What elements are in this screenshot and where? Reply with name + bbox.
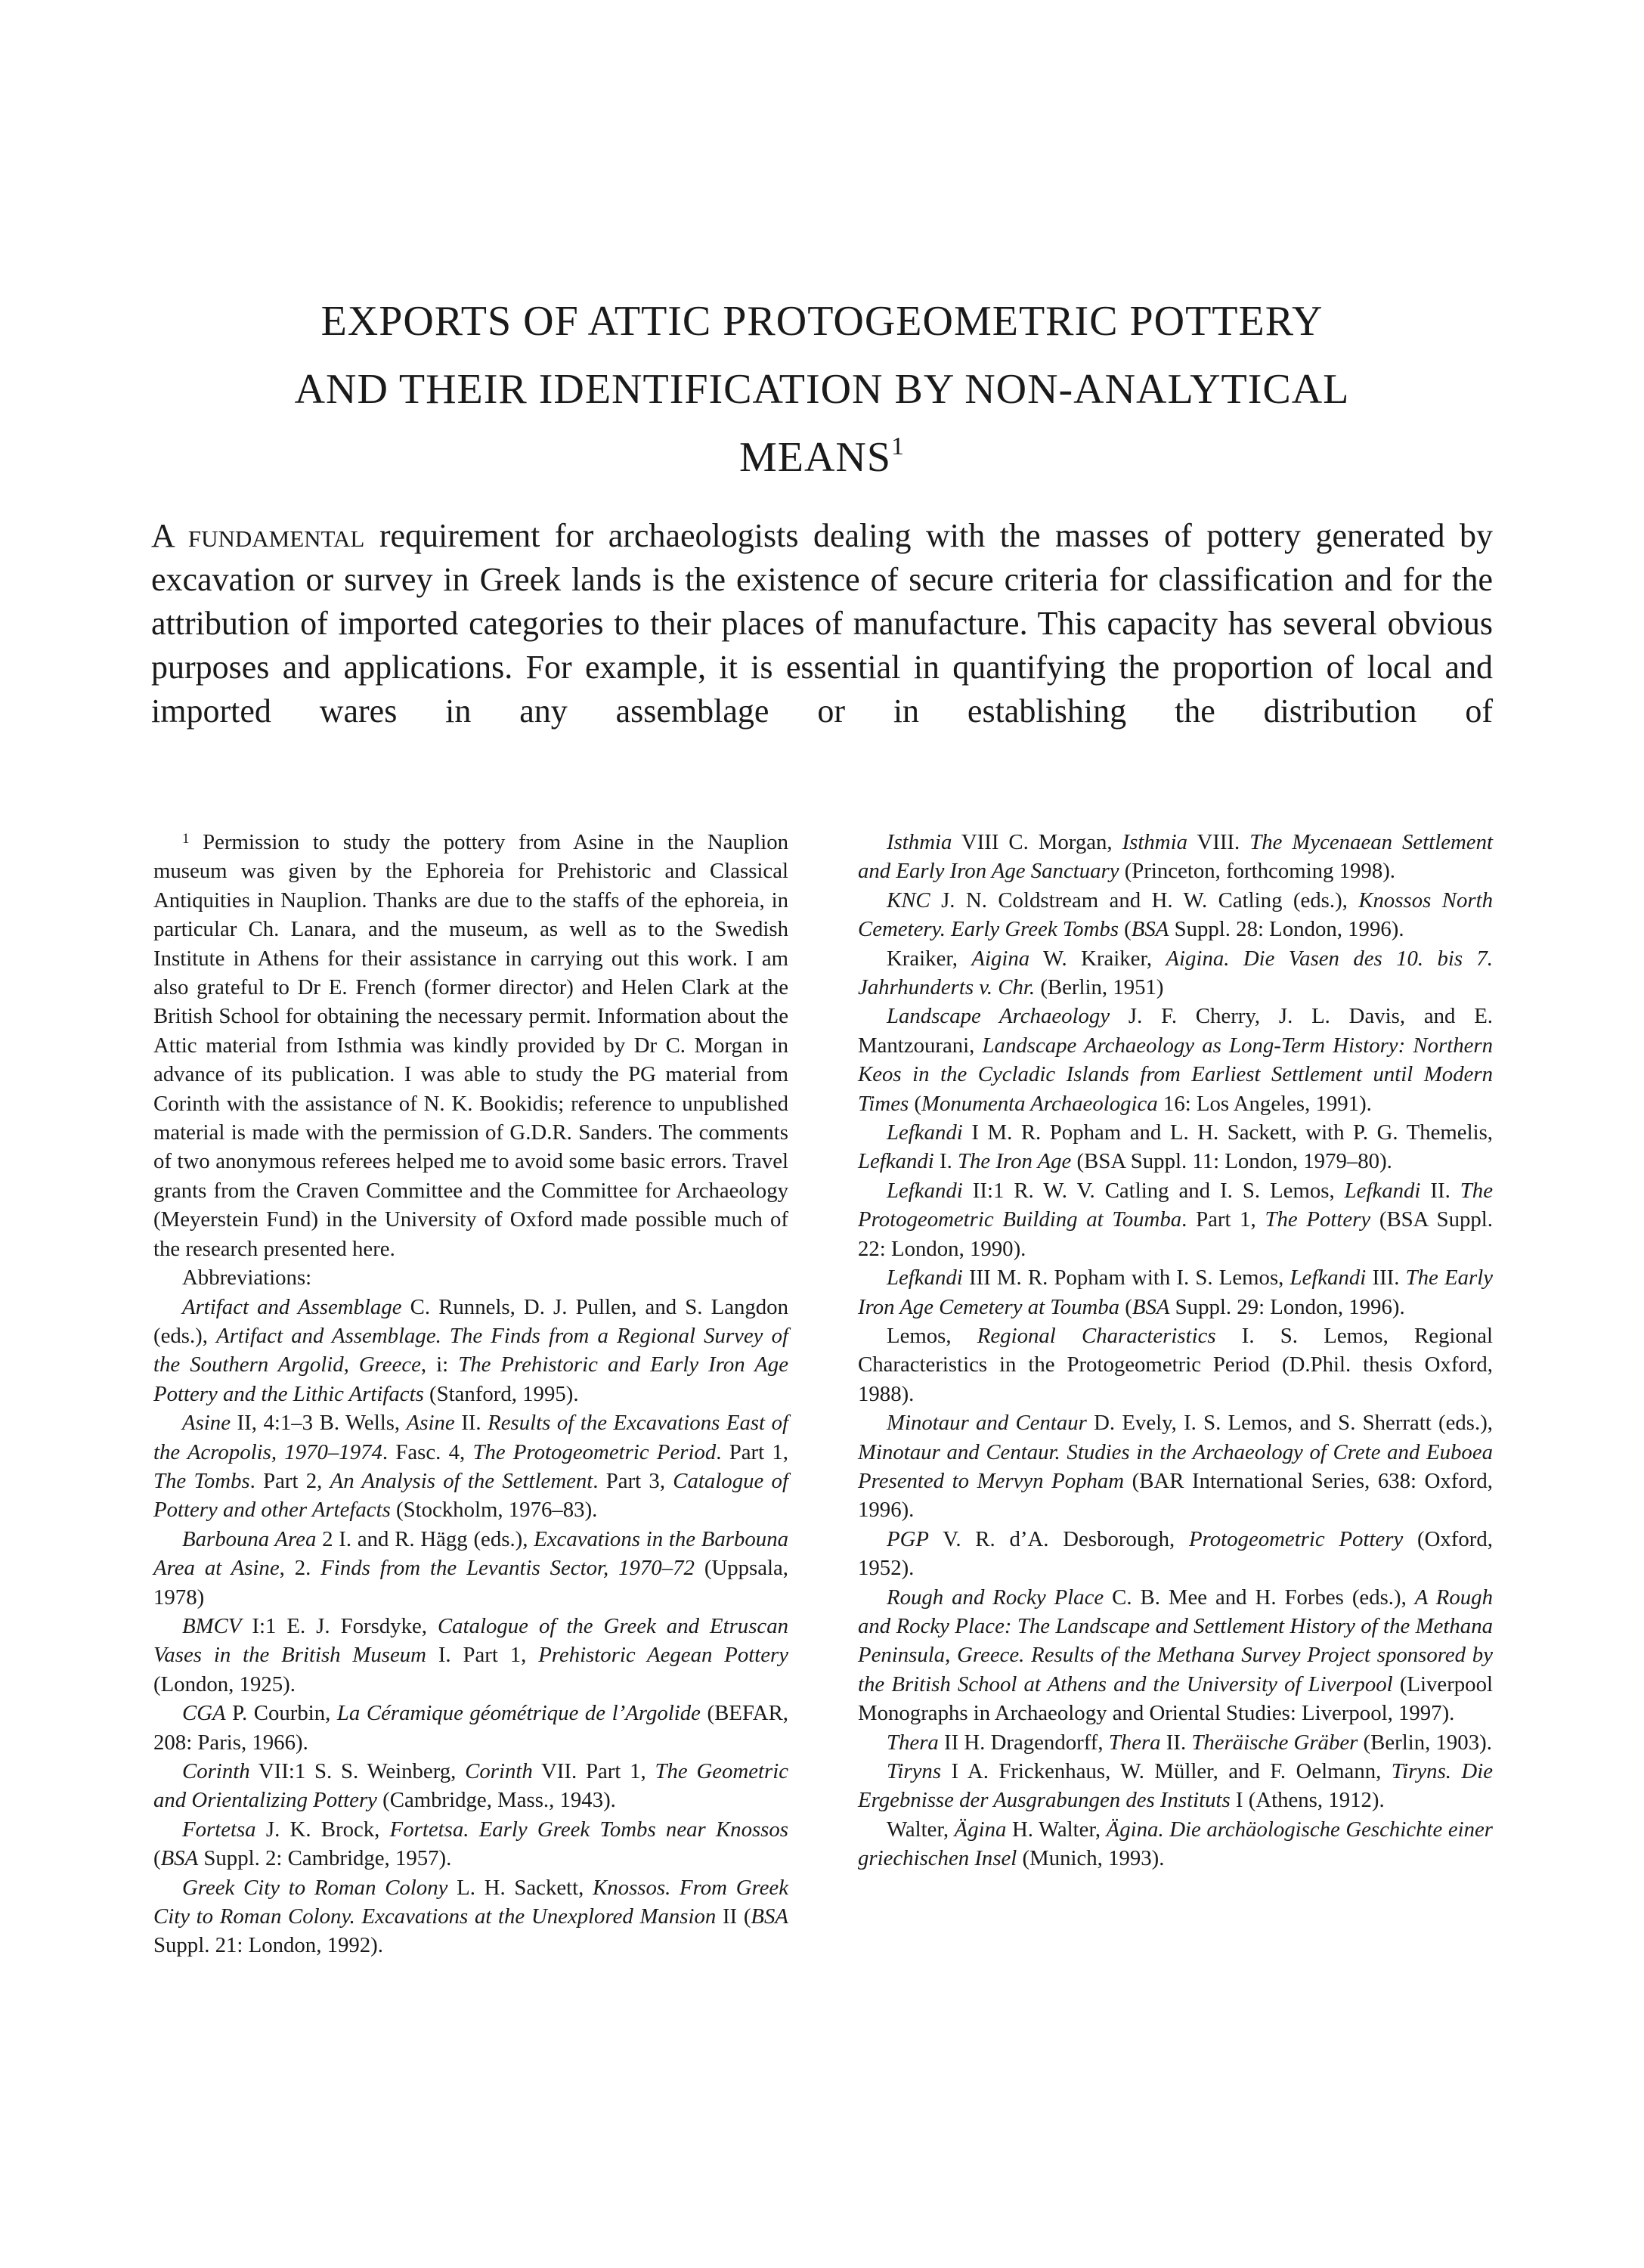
abbrev-pgp: PGP V. R. d’A. Desborough, Protogeometric Pottery (Oxford, 1952).	[858, 1526, 1493, 1581]
abbrev-lemos: Lemos, Regional Characteristics I. S. Lemos, Regional Characteristics in the Protogeometric Period (D.Phil. thesis Oxford, 1988).	[858, 1323, 1493, 1406]
abbrev-rough: Rough and Rocky Place C. B. Mee and H. Forbes (eds.), A Rough and Rocky Place: The Landscape and Settlement History of the Methana Peninsula, Greece. Results of the Methana Survey Project sponsored by the British School at Athens and the University of Liverpool (Liverpool Monographs in Archaeology and Oriental Studies: Liverpool, 1997).	[858, 1585, 1493, 1726]
abbrev-asine: Asine II, 4:1–3 B. Wells, Asine II. Results of the Excavations East of the Acropolis, 1970–1974. Fasc. 4, The Protogeometric Period. Part 1, The Tombs. Part 2, An Analysis of the Settlement. Part 3, Catalogue of Pottery and other Artefacts (Stockholm, 1976–83).	[153, 1411, 788, 1523]
abbrev-greek-city: Greek City to Roman Colony L. H. Sackett, Knossos. From Greek City to Roman Colony. Excavations at the Unexplored Mansion II (BSA Suppl. 21: London, 1992).	[153, 1875, 789, 1958]
abbrev-lefkandi-2: Lefkandi II:1 R. W. V. Catling and I. S. Lemos, Lefkandi II. The Protogeometric Building at Toumba. Part 1, The Pottery (BSA Suppl. 22: London, 1990).	[858, 1178, 1493, 1261]
abbrev-bmcv: BMCV I:1 E. J. Forsdyke, Catalogue of the Greek and Etruscan Vases in the British Museum I. Part 1, Prehistoric Aegean Pottery (London, 1925).	[153, 1613, 788, 1696]
title-line-1: EXPORTS OF ATTIC PROTOGEOMETRIC POTTERY	[320, 298, 1324, 345]
abbrev-minotaur: Minotaur and Centaur D. Evely, I. S. Lemos, and S. Sherratt (eds.), Minotaur and Centaur. Studies in the Archaeology of Crete and Euboea Presented to Mervyn Popham (BAR International Series, 638: Oxford, 1996).	[858, 1411, 1493, 1523]
title-footnote-mark[interactable]: 1	[891, 432, 906, 460]
footnote-1	[153, 828, 788, 1263]
abbrev-tiryns: Tiryns I A. Frickenhaus, W. Müller, and F. Oelmann, Tiryns. Die Ergebnisse der Ausgrabungen des Instituts I (Athens, 1912).	[858, 1759, 1493, 1813]
footnote-1-text: Permission to study the pottery from Asine in the Nauplion museum was given by the Ephoreia for Prehistoric and Classical Antiquities in Nauplion. Thanks are due to the staffs of the ephoreia, in particular Ch. Lanara, and the museum, as well as to the Swedish Institute in Athens for their assistance in carrying out this work. I am also grateful to Dr E. French (former director) and Helen Clark at the British School for obtaining the necessary permit. Information about the Attic material from Isthmia was kindly provided by Dr C. Morgan in advance of its publication. I was able to study the PG material from Corinth with the assistance of N. K. Bookidis; reference to unpublished material is made with the permission of G.D.R. Sanders. The comments of two anonymous referees helped me to avoid some basic errors. Travel grants from the Craven Committee and the Committee for Archaeology (Meyerstein Fund) in the University of Oxford made possible much of the research presented here.	[153, 830, 788, 1261]
abbrev-thera: Thera II H. Dragendorff, Thera II. Theräische Gräber (Berlin, 1903).	[887, 1730, 1492, 1755]
intro-text: requirement for archaeologists dealing with the masses of pottery generated by excavation or survey in Greek lands is the existence of secure criteria for classification and for the attribution of imported categories to their places of manufacture. This capacity has several obvious purposes and applications. For example, it is essential in quantifying the proportion of local and imported wares in any assemblage or in establishing the distribution of	[151, 517, 1493, 730]
abbrev-kraiker: Kraiker, Aigina W. Kraiker, Aigina. Die Vasen des 10. bis 7. Jahrhunderts v. Chr. (Berlin, 1951)	[858, 946, 1494, 1000]
abbrev-isthmia: Isthmia VIII C. Morgan, Isthmia VIII. The Mycenaean Settlement and Early Iron Age Sanctuary (Princeton, forthcoming 1998).	[858, 830, 1493, 884]
abbrev-corinth: Corinth VII:1 S. S. Weinberg, Corinth VII. Part 1, The Geometric and Orientalizing Pottery (Cambridge, Mass., 1943).	[153, 1759, 788, 1813]
intro-paragraph	[151, 514, 1493, 733]
abbrev-lefkandi-1: Lefkandi I M. R. Popham and L. H. Sackett, with P. G. Themelis, Lefkandi I. The Iron Age (BSA Suppl. 11: London, 1979–80).	[858, 1120, 1493, 1174]
article-title	[113, 287, 1531, 491]
intro-smallcaps-lead: A fundamental	[151, 517, 365, 554]
abbrev-fortetsa: Fortetsa J. K. Brock, Fortetsa. Early Greek Tombs near Knossos (BSA Suppl. 2: Cambridge, 1957).	[153, 1817, 788, 1871]
abbrev-barbouna: Barbouna Area 2 I. and R. Hägg (eds.), Excavations in the Barbouna Area at Asine, 2. Finds from the Levantis Sector, 1970–72 (Uppsala, 1978)	[153, 1526, 788, 1610]
title-line-3: MEANS	[738, 434, 892, 481]
abbrev-cga: CGA P. Courbin, La Céramique géométrique de l’Argolide (BEFAR, 208: Paris, 1966).	[153, 1701, 788, 1755]
abbrev-lefkandi-3: Lefkandi III M. R. Popham with I. S. Lemos, Lefkandi III. The Early Iron Age Cemetery at Toumba (BSA Suppl. 29: London, 1996).	[858, 1266, 1493, 1319]
title-line-2: AND THEIR IDENTIFICATION BY NON-ANALYTICAL	[294, 366, 1350, 413]
abbrev-knc: KNC J. N. Coldstream and H. W. Catling (eds.), Knossos North Cemetery. Early Greek Tombs (BSA Suppl. 28: London, 1996).	[858, 888, 1494, 942]
abbrev-walter: Walter, Ägina H. Walter, Ägina. Die archäologische Geschichte einer griechischen Insel (Munich, 1993).	[858, 1817, 1494, 1871]
footnotes-right-column	[858, 828, 1493, 1873]
footnotes-left-column	[153, 828, 788, 1960]
abbrev-landscape: Landscape Archaeology J. F. Cherry, J. L. Davis, and E. Mantzourani, Landscape Archaeology as Long-Term History: Northern Keos in the Cycladic Islands from Earliest Settlement until Modern Times (Monumenta Archaeologica 16: Los Angeles, 1991).	[858, 1004, 1493, 1116]
abbrev-artifact: Artifact and Assemblage C. Runnels, D. J. Pullen, and S. Langdon (eds.), Artifact and Assemblage. The Finds from a Regional Survey of the Southern Argolid, Greece, i: The Prehistoric and Early Iron Age Pottery and the Lithic Artifacts (Stanford, 1995).	[153, 1294, 788, 1406]
footnote-1-mark: 1	[182, 831, 190, 847]
abbreviations-heading: Abbreviations:	[182, 1266, 312, 1290]
